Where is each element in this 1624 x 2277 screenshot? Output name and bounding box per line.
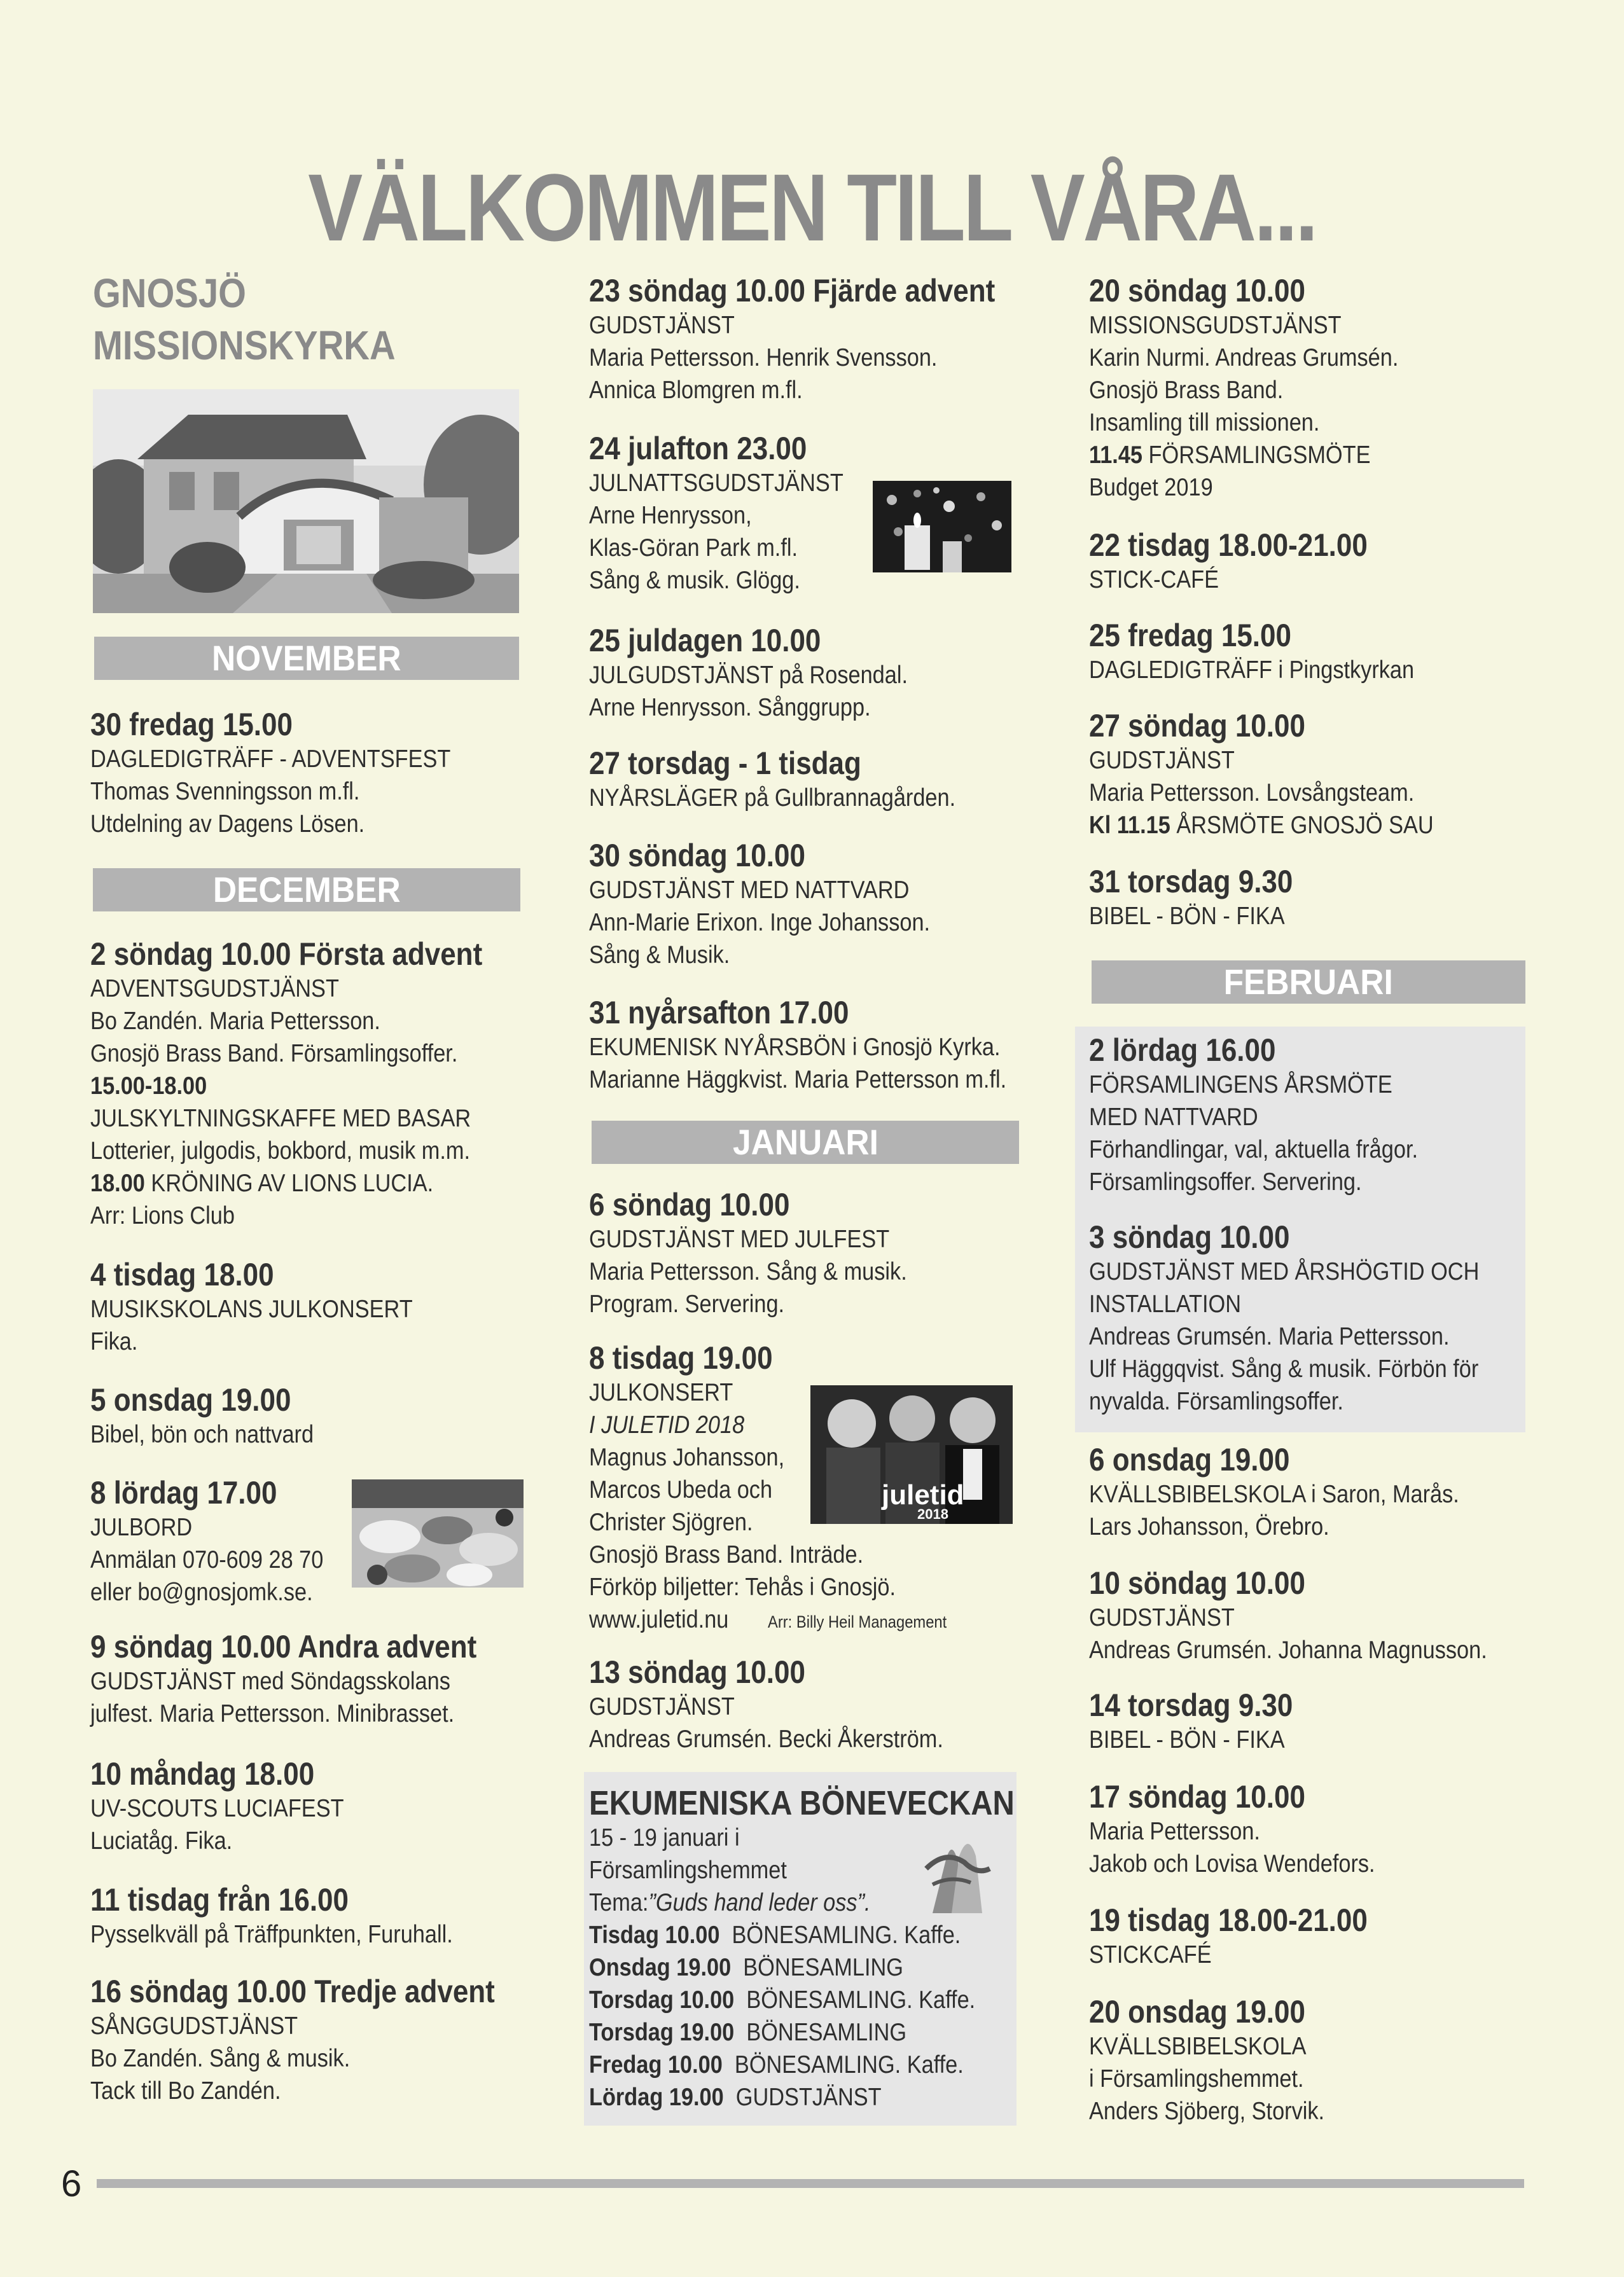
- event-heading: 2 lördag 16.00: [1089, 1032, 1276, 1068]
- event-line: JULBORD: [90, 1514, 193, 1541]
- event-line: Program. Servering.: [589, 1291, 785, 1318]
- event-dec-10: [90, 1755, 548, 1857]
- event-dec-11: [90, 1881, 548, 1951]
- event-dec-31: [589, 994, 1047, 1096]
- event-line: Tack till Bo Zandén.: [90, 2077, 281, 2105]
- event-feb-10: [1089, 1565, 1547, 1666]
- event-heading: 25 fredag 15.00: [1089, 618, 1291, 653]
- event-line: Insamling till missionen.: [1089, 409, 1320, 436]
- boneveckan-row: Torsdag 10.00 BÖNESAMLING. Kaffe.: [589, 1986, 976, 2014]
- event-dec-2: [90, 936, 548, 1232]
- event-line: BIBEL - BÖN - FIKA: [1089, 1726, 1285, 1754]
- event-line: JULSKYLTNINGSKAFFE MED BASAR: [90, 1105, 471, 1132]
- event-line: Bo Zandén. Maria Pettersson.: [90, 1007, 380, 1035]
- event-jan-25: [1089, 617, 1547, 686]
- event-nov-30: [90, 706, 548, 840]
- event-heading: 14 torsdag 9.30: [1089, 1687, 1293, 1723]
- event-dec-9: [90, 1628, 548, 1730]
- event-heading: 6 söndag 10.00: [589, 1187, 790, 1222]
- event-line: Gnosjö Brass Band. Församlingsoffer.: [90, 1040, 458, 1067]
- event-line: i Församlingshemmet.: [1089, 2065, 1304, 2093]
- event-line: Kl 11.15 ÅRSMÖTE GNOSJÖ SAU: [1089, 812, 1434, 839]
- event-jan-20: [1089, 272, 1547, 504]
- event-heading: 30 fredag 15.00: [90, 707, 293, 742]
- event-line: Thomas Svenningsson m.fl.: [90, 778, 360, 805]
- event-line: Församlingsoffer. Servering.: [1089, 1168, 1362, 1196]
- event-line: Annica Blomgren m.fl.: [589, 377, 803, 404]
- event-heading: 6 onsdag 19.00: [1089, 1442, 1290, 1478]
- event-line: Anders Sjöberg, Storvik.: [1089, 2098, 1325, 2125]
- event-feb-17: [1089, 1778, 1547, 1880]
- church-name-line2: MISSIONSKYRKA: [93, 322, 396, 368]
- event-line: Christer Sjögren.: [589, 1509, 753, 1536]
- event-feb-14: [1089, 1687, 1547, 1756]
- juletid-poster: [810, 1385, 1013, 1524]
- event-dec-4: [90, 1256, 548, 1358]
- boneveckan-title: EKUMENISKA BÖNEVECKAN: [589, 1784, 1015, 1822]
- event-line: Fika.: [90, 1328, 138, 1355]
- event-line: INSTALLATION: [1089, 1291, 1242, 1318]
- event-line: Maria Pettersson. Lovsångsteam.: [1089, 779, 1415, 806]
- event-line: Maria Pettersson. Sång & musik.: [589, 1258, 907, 1285]
- event-line: Jakob och Lovisa Wendefors.: [1089, 1850, 1375, 1878]
- event-heading: 24 julafton 23.00: [589, 431, 807, 466]
- event-heading: 3 söndag 10.00: [1089, 1219, 1290, 1255]
- event-line: GUDSTJÄNST MED NATTVARD: [589, 876, 910, 904]
- event-heading: 31 nyårsafton 17.00: [589, 995, 849, 1030]
- church-name: [93, 267, 396, 371]
- event-line: DAGLEDIGTRÄFF i Pingstkyrkan: [1089, 656, 1415, 684]
- event-heading: 11 tisdag från 16.00: [90, 1882, 349, 1918]
- event-line: Anmälan 070-609 28 70: [90, 1546, 324, 1574]
- juletid-logo: juletid: [882, 1479, 964, 1511]
- event-heading: 2 söndag 10.00 Första advent: [90, 936, 483, 972]
- event-line: 18.00 KRÖNING AV LIONS LUCIA.: [90, 1170, 434, 1197]
- event-heading: 22 tisdag 18.00-21.00: [1089, 527, 1368, 563]
- event-line: Förhandlingar, val, aktuella frågor.: [1089, 1136, 1419, 1163]
- event-link[interactable]: www.juletid.nu: [589, 1606, 729, 1633]
- event-line: 11.45 FÖRSAMLINGSMÖTE: [1089, 441, 1371, 469]
- event-heading: 4 tisdag 18.00: [90, 1257, 274, 1292]
- event-dec-25: [589, 622, 1047, 724]
- event-line: GUDSTJÄNST MED JULFEST: [589, 1226, 890, 1253]
- month-december: DECEMBER: [93, 868, 520, 911]
- event-line: Karin Nurmi. Andreas Grumsén.: [1089, 344, 1399, 371]
- event-heading: 25 juldagen 10.00: [589, 623, 821, 658]
- event-line: GUDSTJÄNST: [589, 1693, 735, 1720]
- event-line: JULNATTSGUDSTJÄNST: [589, 469, 843, 497]
- event-line: Arne Henrysson. Sånggrupp.: [589, 694, 871, 721]
- julbord-photo: [352, 1479, 524, 1588]
- event-feb-2: [1089, 1032, 1547, 1198]
- event-feb-3: [1089, 1219, 1547, 1418]
- event-line: JULGUDSTJÄNST på Rosendal.: [589, 661, 908, 689]
- event-line: [589, 1603, 992, 1638]
- event-feb-20: [1089, 1993, 1547, 2128]
- boneveckan-row: Lördag 19.00 GUDSTJÄNST: [589, 2084, 882, 2111]
- event-heading: 9 söndag 10.00 Andra advent: [90, 1629, 477, 1664]
- event-heading: 27 söndag 10.00: [1089, 708, 1305, 744]
- event-line: ADVENTSGUDSTJÄNST: [90, 975, 339, 1002]
- event-line: SÅNGGUDSTJÄNST: [90, 2012, 298, 2040]
- church-photo: [93, 389, 519, 613]
- event-jan-31: [1089, 863, 1547, 932]
- event-dec-5: [90, 1381, 548, 1451]
- event-line: Lotterier, julgodis, bokbord, musik m.m.: [90, 1137, 471, 1165]
- event-line: DAGLEDIGTRÄFF - ADVENTSFEST: [90, 745, 451, 773]
- event-heading: 8 lördag 17.00: [90, 1475, 277, 1511]
- event-line: Sång & musik. Glögg.: [589, 567, 800, 594]
- event-line: Maria Pettersson.: [1089, 1818, 1260, 1845]
- event-line: STICK-CAFÉ: [1089, 566, 1219, 593]
- praying-hands-icon: [907, 1824, 1004, 1920]
- event-jan-27: [1089, 707, 1547, 841]
- event-line: Förköp biljetter: Tehås i Gnosjö.: [589, 1574, 896, 1601]
- event-line: Gnosjö Brass Band.: [1089, 377, 1284, 404]
- event-line: UV-SCOUTS LUCIAFEST: [90, 1795, 344, 1822]
- event-jan-6: [589, 1186, 1047, 1320]
- event-heading: 23 söndag 10.00 Fjärde advent: [589, 273, 996, 308]
- event-line: Andreas Grumsén. Maria Pettersson.: [1089, 1323, 1450, 1350]
- event-heading: 16 söndag 10.00 Tredje advent: [90, 1974, 495, 2009]
- event-line: Magnus Johansson,: [589, 1444, 785, 1471]
- event-line: Bo Zandén. Sång & musik.: [90, 2045, 350, 2072]
- event-line: 15.00-18.00: [90, 1072, 207, 1100]
- boneveckan-theme: Tema:”Guds hand leder oss”.: [589, 1889, 871, 1916]
- event-heading: 27 torsdag - 1 tisdag: [589, 745, 861, 781]
- event-line: Maria Pettersson. Henrik Svensson.: [589, 344, 938, 371]
- event-line: Marcos Ubeda och: [589, 1476, 773, 1504]
- month-januari: JANUARI: [592, 1121, 1019, 1164]
- event-heading: 20 söndag 10.00: [1089, 273, 1305, 308]
- event-line: Bibel, bön och nattvard: [90, 1421, 314, 1448]
- event-line: MED NATTVARD: [1089, 1104, 1258, 1131]
- boneveckan-row: Fredag 10.00 BÖNESAMLING. Kaffe.: [589, 2051, 964, 2079]
- boneveckan-row: Torsdag 19.00 BÖNESAMLING: [589, 2019, 907, 2046]
- event-line: Budget 2019: [1089, 474, 1213, 501]
- event-line: eller bo@gnosjomk.se.: [90, 1579, 313, 1606]
- event-line: JULKONSERT: [589, 1379, 733, 1406]
- event-line: MUSIKSKOLANS JULKONSERT: [90, 1296, 413, 1323]
- event-feb-19: [1089, 1902, 1547, 1971]
- event-line: Marianne Häggkvist. Maria Pettersson m.fl.: [589, 1066, 1007, 1093]
- event-line: Arne Henrysson,: [589, 502, 752, 529]
- event-line: GUDSTJÄNST med Söndagsskolans: [90, 1668, 450, 1695]
- event-line: BIBEL - BÖN - FIKA: [1089, 903, 1285, 930]
- event-line: Andreas Grumsén. Becki Åkerström.: [589, 1726, 943, 1753]
- event-line: Lars Johansson, Örebro.: [1089, 1513, 1329, 1540]
- event-heading: 10 söndag 10.00: [1089, 1565, 1305, 1601]
- event-line: FÖRSAMLINGENS ÅRSMÖTE: [1089, 1071, 1392, 1098]
- event-line: KVÄLLSBIBELSKOLA i Saron, Marås.: [1089, 1481, 1459, 1508]
- arranger-note: Arr: Billy Heil Management: [767, 1612, 947, 1631]
- event-line: Gnosjö Brass Band. Inträde.: [589, 1541, 864, 1568]
- event-line: GUDSTJÄNST: [1089, 1604, 1235, 1631]
- event-line: Ulf Häggqvist. Sång & musik. Förbön för: [1089, 1355, 1479, 1383]
- event-line: KVÄLLSBIBELSKOLA: [1089, 2033, 1307, 2060]
- event-line: Klas-Göran Park m.fl.: [589, 534, 798, 562]
- juletid-year: 2018: [917, 1506, 948, 1522]
- event-heading: 13 söndag 10.00: [589, 1654, 805, 1690]
- event-jan-22: [1089, 527, 1547, 596]
- month-november: NOVEMBER: [94, 637, 519, 680]
- event-line: GUDSTJÄNST: [589, 312, 735, 339]
- event-line: NYÅRSLÄGER på Gullbrannagården.: [589, 784, 956, 812]
- candles-photo: [873, 481, 1011, 572]
- event-heading: 19 tisdag 18.00-21.00: [1089, 1902, 1368, 1938]
- event-line: I JULETID 2018: [589, 1411, 745, 1439]
- event-dec-27: [589, 745, 1047, 814]
- page-title: VÄLKOMMEN TILL VÅRA...: [308, 154, 1316, 261]
- event-heading: 10 måndag 18.00: [90, 1756, 315, 1792]
- event-line: Pysselkväll på Träffpunkten, Furuhall.: [90, 1921, 453, 1948]
- event-line: Sång & Musik.: [589, 941, 730, 969]
- event-heading: 5 onsdag 19.00: [90, 1382, 291, 1418]
- event-line: Ann-Marie Erixon. Inge Johansson.: [589, 909, 931, 936]
- event-heading: 20 onsdag 19.00: [1089, 1994, 1305, 2030]
- event-line: EKUMENISK NYÅRSBÖN i Gnosjö Kyrka.: [589, 1034, 1001, 1061]
- event-line: julfest. Maria Pettersson. Minibrasset.: [90, 1700, 455, 1727]
- month-februari: FEBRUARI: [1092, 960, 1525, 1004]
- event-line: Andreas Grumsén. Johanna Magnusson.: [1089, 1637, 1487, 1664]
- event-heading: 30 söndag 10.00: [589, 838, 805, 873]
- event-dec-30: [589, 837, 1047, 971]
- event-line: GUDSTJÄNST MED ÅRSHÖGTID OCH: [1089, 1258, 1480, 1285]
- event-jan-13: [589, 1654, 1047, 1755]
- event-dec-16: [90, 1973, 548, 2107]
- page-number: 6: [61, 2163, 82, 2204]
- event-feb-6: [1089, 1441, 1547, 1543]
- event-line: nyvalda. Församlingsoffer.: [1089, 1388, 1343, 1415]
- event-line: Luciatåg. Fika.: [90, 1827, 233, 1855]
- event-line: Arr: Lions Club: [90, 1202, 235, 1229]
- boneveckan-dates: 15 - 19 januari i: [589, 1824, 740, 1851]
- boneveckan-row: Onsdag 19.00 BÖNESAMLING: [589, 1954, 904, 1981]
- event-heading: 17 söndag 10.00: [1089, 1779, 1305, 1815]
- event-line: GUDSTJÄNST: [1089, 747, 1235, 774]
- boneveckan-place: Församlingshemmet: [589, 1857, 787, 1884]
- footer-divider: [97, 2179, 1524, 2188]
- event-line: Utdelning av Dagens Lösen.: [90, 810, 365, 838]
- event-heading: 8 tisdag 19.00: [589, 1340, 773, 1376]
- event-dec-23: [589, 272, 1047, 406]
- event-heading: 31 torsdag 9.30: [1089, 864, 1293, 899]
- event-line: STICKCAFÉ: [1089, 1941, 1212, 1969]
- church-name-line1: GNOSJÖ: [93, 270, 246, 316]
- boneveckan-row: Tisdag 10.00 BÖNESAMLING. Kaffe.: [589, 1921, 961, 1949]
- event-line: MISSIONSGUDSTJÄNST: [1089, 312, 1342, 339]
